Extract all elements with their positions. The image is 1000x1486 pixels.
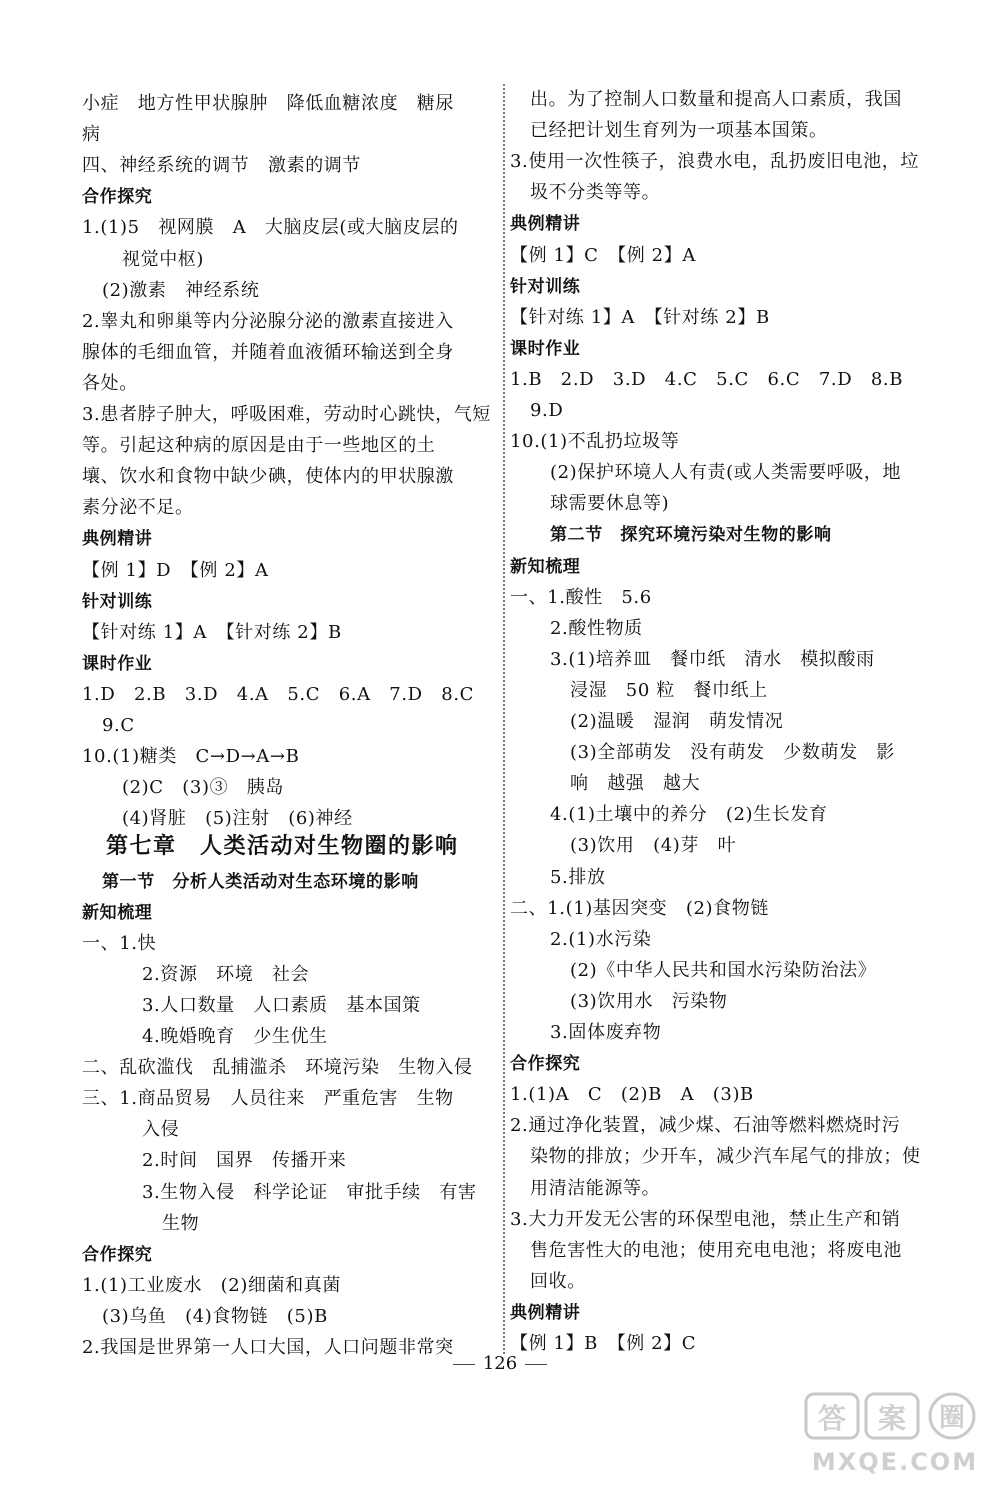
- text-line: 9.C: [102, 715, 135, 736]
- text-line: 【针对练 1】A 【针对练 2】B: [82, 621, 342, 643]
- heading-title: 课时作业: [510, 338, 581, 359]
- text-line: (2)C (3)③ 胰岛: [122, 777, 284, 799]
- svg-text:答: 答: [817, 1402, 847, 1435]
- chapter-title: 第七章 人类活动对生物圈的影响: [106, 834, 459, 860]
- heading-title: 典例精讲: [510, 214, 581, 235]
- text-line: 3.(1)培养皿 餐巾纸 清水 模拟酸雨: [550, 648, 875, 670]
- text-line: 【例 1】B 【例 2】C: [510, 1333, 697, 1354]
- text-line: 等。引起这种病的原因是由于一些地区的土: [82, 435, 436, 457]
- text-line: 一、1.快: [82, 932, 157, 954]
- text-line: 1.D 2.B 3.D 4.A 5.C 6.A 7.D 8.C: [82, 683, 475, 705]
- text-line: 各处。: [82, 372, 138, 394]
- column-divider: [503, 84, 505, 1354]
- text-line: 3.人口数量 人口素质 基本国策: [142, 994, 421, 1016]
- text-line: 2.资源 环境 社会: [142, 963, 310, 985]
- text-line: 染物的排放；少开车，减少汽车尾气的排放；使: [530, 1146, 921, 1168]
- text-line: 【例 1】D 【例 2】A: [82, 559, 269, 581]
- footer-dash-left: [453, 1364, 475, 1365]
- page-number: 126: [482, 1353, 518, 1374]
- text-line: 9.D: [530, 400, 564, 421]
- text-line: (3)饮用水 污染物: [570, 990, 728, 1012]
- text-line: 5.排放: [550, 866, 606, 888]
- heading-title: 合作探究: [82, 1244, 153, 1265]
- text-line: 病: [82, 124, 101, 146]
- text-line: (2)温暖 湿润 萌发情况: [570, 711, 784, 732]
- text-line: 壤、饮水和食物中缺少碘，使体内的甲状腺激: [82, 466, 454, 488]
- text-line: 三、1.商品贸易 人员往来 严重危害 生物: [82, 1088, 454, 1110]
- text-line: 2.睾丸和卵巢等内分泌腺分泌的激素直接进入: [82, 310, 454, 332]
- svg-text:圈: 圈: [938, 1403, 966, 1433]
- svg-text:MXQE.COM: MXQE.COM: [811, 1448, 979, 1476]
- watermark-logo: [800, 1390, 990, 1478]
- page-footer: [0, 1352, 1000, 1376]
- heading-title: 针对训练: [82, 591, 153, 612]
- text-line: 3.患者脖子肿大，呼吸困难，劳动时心跳快，气短: [82, 404, 491, 425]
- text-line: 浸湿 50 粒 餐巾纸上: [570, 679, 768, 701]
- text-line: (2)《中华人民共和国水污染防治法》: [570, 959, 877, 981]
- text-line: 2.时间 国界 传播开来: [142, 1150, 347, 1172]
- text-line: 1.(1)工业废水 (2)细菌和真菌: [82, 1274, 341, 1296]
- text-line: 生物: [162, 1212, 200, 1234]
- text-line: 10.(1)糖类 C→D→A→B: [82, 746, 300, 768]
- heading-title: 典例精讲: [82, 529, 153, 550]
- text-line: (3)饮用 (4)芽 叶: [570, 835, 737, 857]
- text-line: 已经把计划生育列为一项基本国策。: [530, 120, 828, 142]
- text-line: (4)肾脏 (5)注射 (6)神经: [122, 808, 353, 830]
- section-title: 第二节 探究环境污染对生物的影响: [550, 525, 832, 546]
- text-line: (2)保护环境人人有责(或人类需要呼吸，地: [550, 462, 902, 484]
- text-line: 3.生物入侵 科学论证 审批手续 有害: [142, 1181, 477, 1203]
- text-line: 【针对练 1】A 【针对练 2】B: [510, 306, 770, 328]
- text-line: 用清洁能源等。: [530, 1177, 661, 1199]
- text-line: 售危害性大的电池；使用充电电池；将废电池: [530, 1239, 902, 1261]
- text-line: (2)激素 神经系统: [102, 279, 260, 301]
- text-line: 视觉中枢): [122, 248, 205, 270]
- text-line: 1.B 2.D 3.D 4.C 5.C 6.C 7.D 8.B: [510, 368, 904, 390]
- heading-title: 合作探究: [82, 187, 153, 208]
- svg-text:案: 案: [877, 1402, 907, 1435]
- text-line: 响 越强 越大: [570, 773, 701, 795]
- text-line: 一、1.酸性 5.6: [510, 586, 652, 608]
- text-line: 2.通过净化装置，减少煤、石油等燃料燃烧时污: [510, 1115, 901, 1137]
- text-line: (3)全部萌发 没有萌发 少数萌发 影: [570, 742, 895, 764]
- heading-title: 课时作业: [82, 653, 153, 674]
- text-line: 1.(1)5 视网膜 A 大脑皮层(或大脑皮层的: [82, 217, 459, 239]
- heading-title: 合作探究: [510, 1054, 581, 1075]
- text-line: 3.大力开发无公害的环保型电池，禁止生产和销: [510, 1208, 901, 1230]
- text-line: 回收。: [530, 1270, 586, 1292]
- text-line: 3.使用一次性筷子，浪费水电，乱扔废旧电池，垃: [510, 151, 919, 173]
- text-line: 出。为了控制人口数量和提高人口素质，我国: [530, 89, 902, 110]
- text-line: 二、1.(1)基因突变 (2)食物链: [510, 897, 769, 919]
- text-line: 入侵: [142, 1119, 180, 1141]
- text-line: 素分泌不足。: [82, 497, 194, 519]
- footer-dash-right: [525, 1364, 547, 1365]
- text-line: 4.(1)土壤中的养分 (2)生长发育: [550, 804, 828, 826]
- text-line: 3.固体废弃物: [550, 1022, 662, 1043]
- text-line: 1.(1)A C (2)B A (3)B: [510, 1084, 754, 1106]
- heading-title: 针对训练: [510, 276, 581, 297]
- heading-title: 新知梳理: [510, 556, 581, 577]
- text-line: 2.我国是世界第一人口大国，人口问题非常突: [82, 1337, 454, 1358]
- text-line: (3)乌鱼 (4)食物链 (5)B: [102, 1305, 328, 1327]
- heading-title: 典例精讲: [510, 1302, 581, 1323]
- text-line: 圾不分类等等。: [530, 182, 661, 204]
- text-line: 10.(1)不乱扔垃圾等: [510, 431, 680, 453]
- text-line: 小症 地方性甲状腺肿 降低血糖浓度 糖尿: [82, 93, 454, 114]
- text-line: 【例 1】C 【例 2】A: [510, 244, 696, 266]
- section-title: 第一节 分析人类活动对生态环境的影响: [102, 871, 419, 892]
- text-line: 4.晚婚晚育 少生优生: [142, 1026, 328, 1047]
- text-line: 球需要休息等): [550, 493, 670, 515]
- text-line: 二、乱砍滥伐 乱捕滥杀 环境污染 生物入侵: [82, 1057, 473, 1079]
- heading-title: 新知梳理: [82, 902, 153, 923]
- text-line: 2.酸性物质: [550, 617, 643, 639]
- text-line: 腺体的毛细血管，并随着血液循环输送到全身: [82, 341, 454, 363]
- text-line: 2.(1)水污染: [550, 928, 652, 950]
- text-line: 四、神经系统的调节 激素的调节: [82, 155, 361, 177]
